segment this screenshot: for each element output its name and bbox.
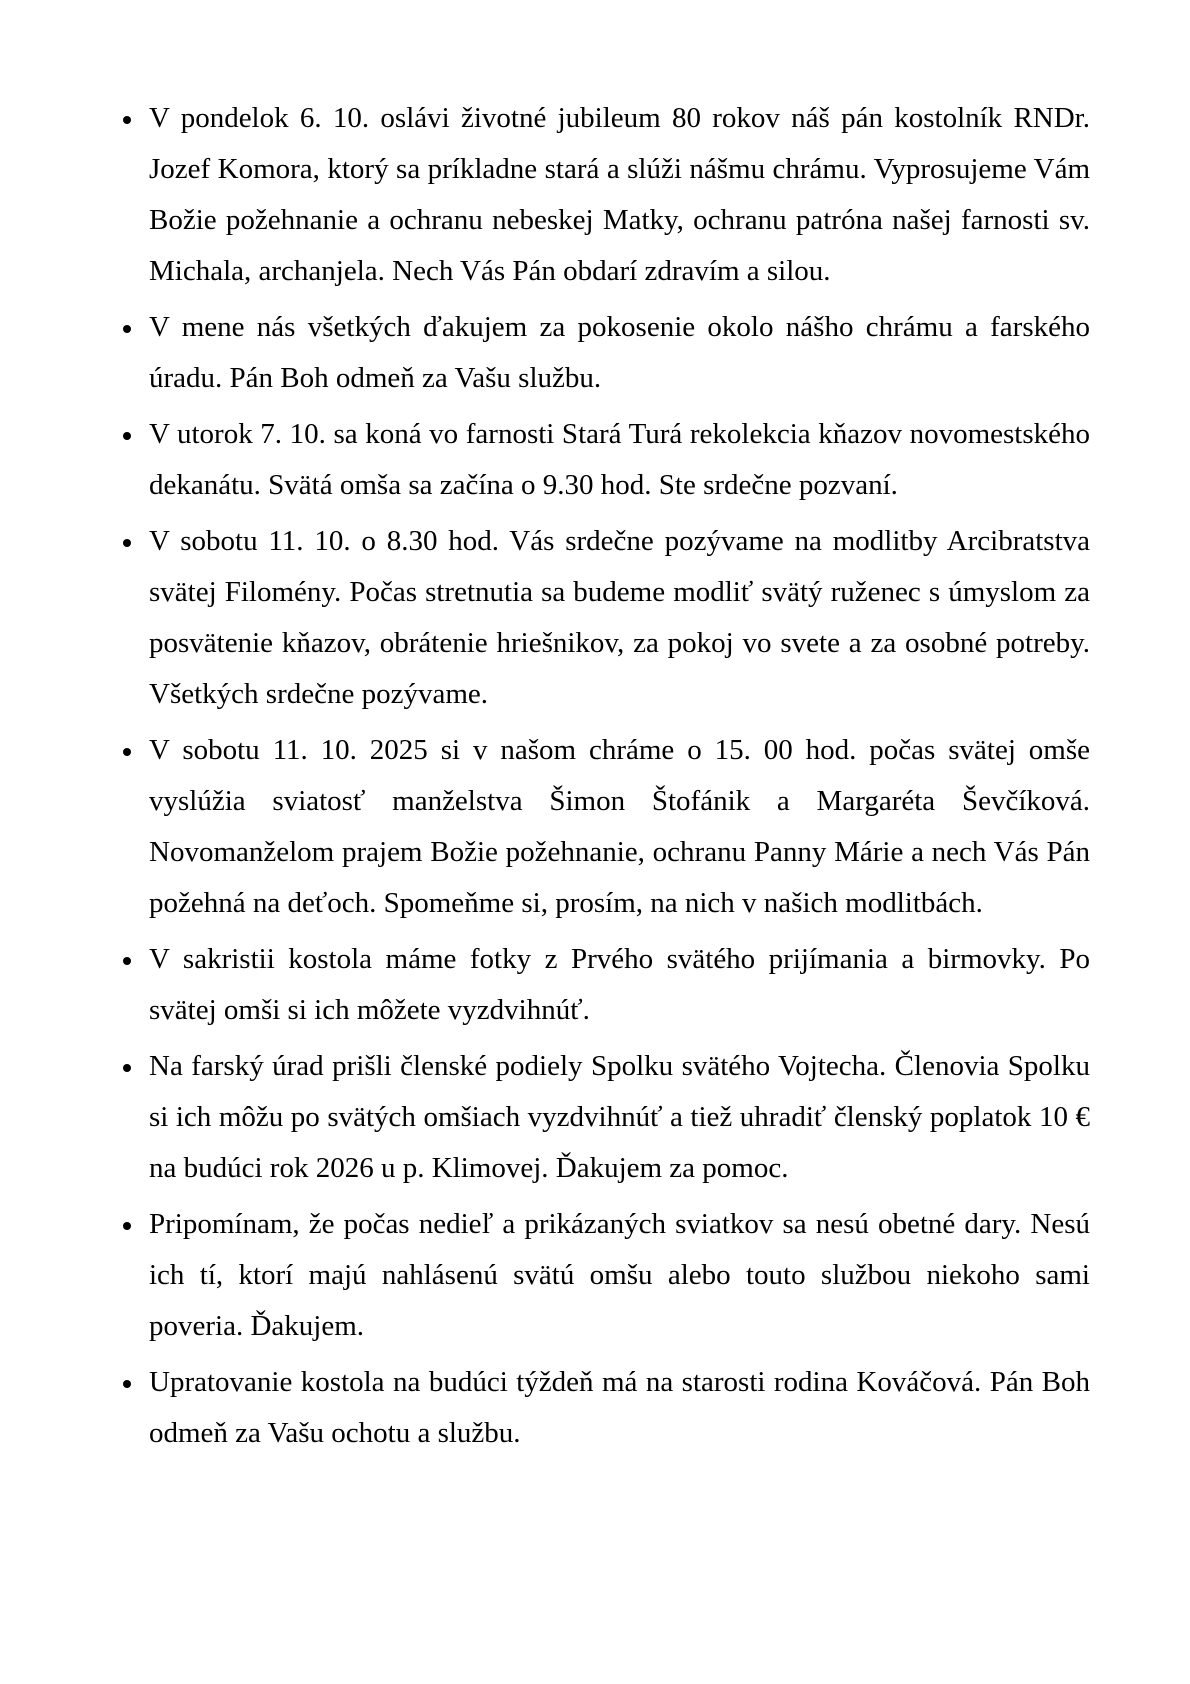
announcement-item: • V sakristii kostola máme fotky z Prvého svätého prijímania a birmovky. Po svätej omši si ich môžete vyzdvihnúť. — [145, 934, 1090, 1036]
announcement-item: • V mene nás všetkých ďakujem za pokosenie okolo nášho chrámu a farského úradu. Pán Boh odmeň za Vašu službu. — [145, 302, 1090, 404]
announcement-item: • V pondelok 6. 10. oslávi životné jubileum 80 rokov náš pán kostolník RNDr. Jozef Komora, ktorý sa príkladne stará a slúži nášmu chrámu. Vyprosujeme Vám Božie požehnanie a ochranu nebeskej Matky, ochranu patróna našej farnosti sv. Michala, archanjela. Nech Vás Pán obdarí zdravím a silou. — [145, 93, 1090, 297]
announcement-item: • Pripomínam, že počas nedieľ a prikázaných sviatkov sa nesú obetné dary. Nesú ich tí, ktorí majú nahlásenú svätú omšu alebo touto službou niekoho sami poveria. Ďakujem. — [145, 1199, 1090, 1352]
announcement-item: • Upratovanie kostola na budúci týždeň má na starosti rodina Kováčová. Pán Boh odmeň za Vašu ochotu a službu. — [145, 1357, 1090, 1459]
announcement-item: • V utorok 7. 10. sa koná vo farnosti Stará Turá rekolekcia kňazov novomestského dekanátu. Svätá omša sa začína o 9.30 hod. Ste srdečne pozvaní. — [145, 409, 1090, 511]
announcement-item: • V sobotu 11. 10. o 8.30 hod. Vás srdečne pozývame na modlitby Arcibratstva svätej Filomény. Počas stretnutia sa budeme modliť svätý ruženec s úmyslom za posvätenie kňazov, obrátenie hriešnikov, za pokoj vo svete a za osobné potreby. Všetkých srdečne pozývame. — [145, 516, 1090, 720]
announcement-item: • Na farský úrad prišli členské podiely Spolku svätého Vojtecha. Členovia Spolku si ich môžu po svätých omšiach vyzdvihnúť a tiež uhradiť členský poplatok 10 € na budúci rok 2026 u p. Klimovej. Ďakujem za pomoc. — [145, 1041, 1090, 1194]
announcement-item: • V sobotu 11. 10. 2025 si v našom chráme o 15. 00 hod. počas svätej omše vyslúžia sviatosť manželstva Šimon Štofánik a Margaréta Ševčíková. Novomanželom prajem Božie požehnanie, ochranu Panny Márie a nech Vás Pán požehná na deťoch. Spomeňme si, prosím, na nich v našich modlitbách. — [145, 725, 1090, 929]
